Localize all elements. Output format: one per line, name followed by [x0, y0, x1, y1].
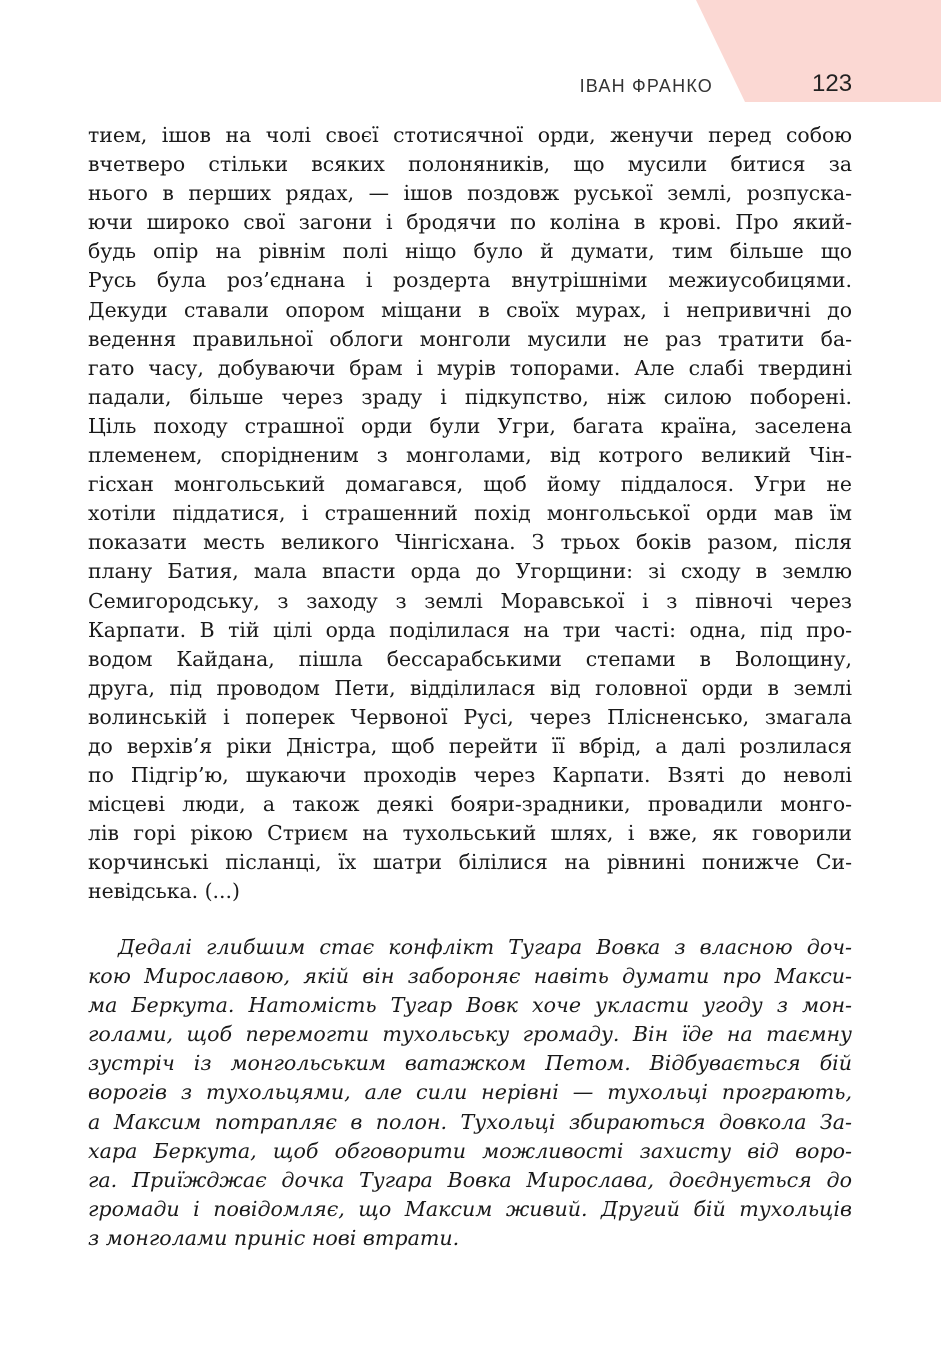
- body-text-line: корчинські післанці, їх шатри білілися на рівнині понижче Си-: [88, 850, 852, 875]
- summary-text-line: з монголами приніс нові втрати.: [88, 1225, 460, 1250]
- body-text-line: гато часу, добуваючи брам і мурів топорами. Але слабі твердині: [88, 355, 852, 380]
- body-text-line: хотіли піддатися, і страшенний похід монгольської орди мав їм: [88, 501, 852, 526]
- body-text-line: місцеві люди, а також деякі бояри-зрадники, провадили монго-: [88, 792, 852, 817]
- summary-text-line: зустріч із монгольським ватажком Петом. Відбувається бій: [88, 1051, 852, 1076]
- summary-text-line: Дедалі глибшим стає конфлікт Тугара Вовка з власною доч-: [118, 935, 852, 959]
- body-text-line: будь опір на рівнім полі ніщо було й думати, тим більше що: [88, 239, 852, 264]
- summary-text-line: ворогів з тухольцями, але сили нерівні — тухольці програють,: [88, 1080, 852, 1105]
- plot-summary: [88, 933, 852, 1253]
- body-text-line: волинській і поперек Червоної Русі, через Плісненсько, змагала: [88, 704, 852, 729]
- body-text-line: плану Батия, мала впасти орда до Угорщини: зі сходу в землю: [88, 559, 852, 584]
- summary-text-line: ма Беркута. Натомість Тугар Вовк хоче укласти угоду з мон-: [88, 993, 852, 1018]
- body-text-line: Декуди ставали опором міщани в своїх мурах, і непривичні до: [88, 297, 852, 322]
- body-text-line: показати месть великого Чінгісхана. З трьох боків разом, після: [88, 530, 852, 555]
- body-text-line: падали, більше через зраду і підкупство, ніж силою поборені.: [88, 384, 852, 409]
- summary-text-line: кою Мирославою, якій він забороняє навіть думати про Макси-: [88, 964, 852, 989]
- body-text-line: ючи широко свої загони і бродячи по коліна в крові. Про який-: [88, 210, 852, 235]
- body-text-line: невідська. (...): [88, 879, 240, 904]
- running-header: [0, 70, 941, 98]
- summary-text-line: а Максим потрапляє в полон. Тухольці збираються довкола За-: [88, 1109, 852, 1134]
- body-text-line: Ціль походу страшної орди були Угри, багата країна, заселена: [88, 413, 852, 438]
- body-text-line: до верхів’я ріки Дністра, щоб перейти її вбрід, а далі розлилася: [88, 733, 852, 758]
- body-text-line: водом Кайдана, пішла бессарабськими степами в Волощину,: [88, 646, 852, 671]
- body-text-line: лів горі рікою Стриєм на тухольський шлях, і вже, як говорили: [88, 821, 852, 846]
- body-text-line: по Підгір’ю, шукаючи проходів через Карпати. Взяті до неволі: [88, 763, 852, 788]
- body-text-line: вчетверо стільки всяких полоняників, що мусили битися за: [88, 152, 852, 177]
- running-header-author: ІВАН ФРАНКО: [579, 76, 713, 96]
- page-number: 123: [812, 70, 853, 97]
- body-text-line: Семигородську, з заходу з землі Моравської і з півночі через: [88, 588, 852, 613]
- body-text-line: гісхан монгольський домагався, щоб йому піддалося. Угри не: [88, 472, 852, 497]
- body-text-line: ведення правильної облоги монголи мусили не раз тратити ба-: [88, 326, 852, 351]
- body-text-line: нього в перших рядах, — ішов поздовж руської землі, розпуска-: [88, 181, 852, 206]
- summary-text-line: га. Приїжджає дочка Тугара Вовка Мирослава, доєднується до: [88, 1167, 852, 1192]
- main-text: [88, 121, 852, 907]
- body-text-line: тием, ішов на чолі своєї стотисячної орди, женучи перед собою: [88, 123, 852, 147]
- body-text-line: друга, під проводом Пети, відділилася від головної орди в землі: [88, 675, 852, 700]
- summary-text-line: громади і повідомляє, що Максим живий. Другий бій тухольців: [88, 1196, 852, 1221]
- summary-text-line: хара Беркута, щоб обговорити можливості захисту від воро-: [88, 1138, 852, 1163]
- body-text-line: Карпати. В тій цілі орда поділилася на три часті: одна, під про-: [88, 617, 852, 642]
- body-text-line: племенем, спорідненим з монголами, від котрого великий Чін-: [88, 443, 852, 468]
- body-text-line: Русь була роз’єднана і роздерта внутрішніми межиусобицями.: [88, 268, 852, 293]
- summary-text-line: голами, щоб перемогти тухольську громаду. Він їде на таємну: [88, 1022, 852, 1047]
